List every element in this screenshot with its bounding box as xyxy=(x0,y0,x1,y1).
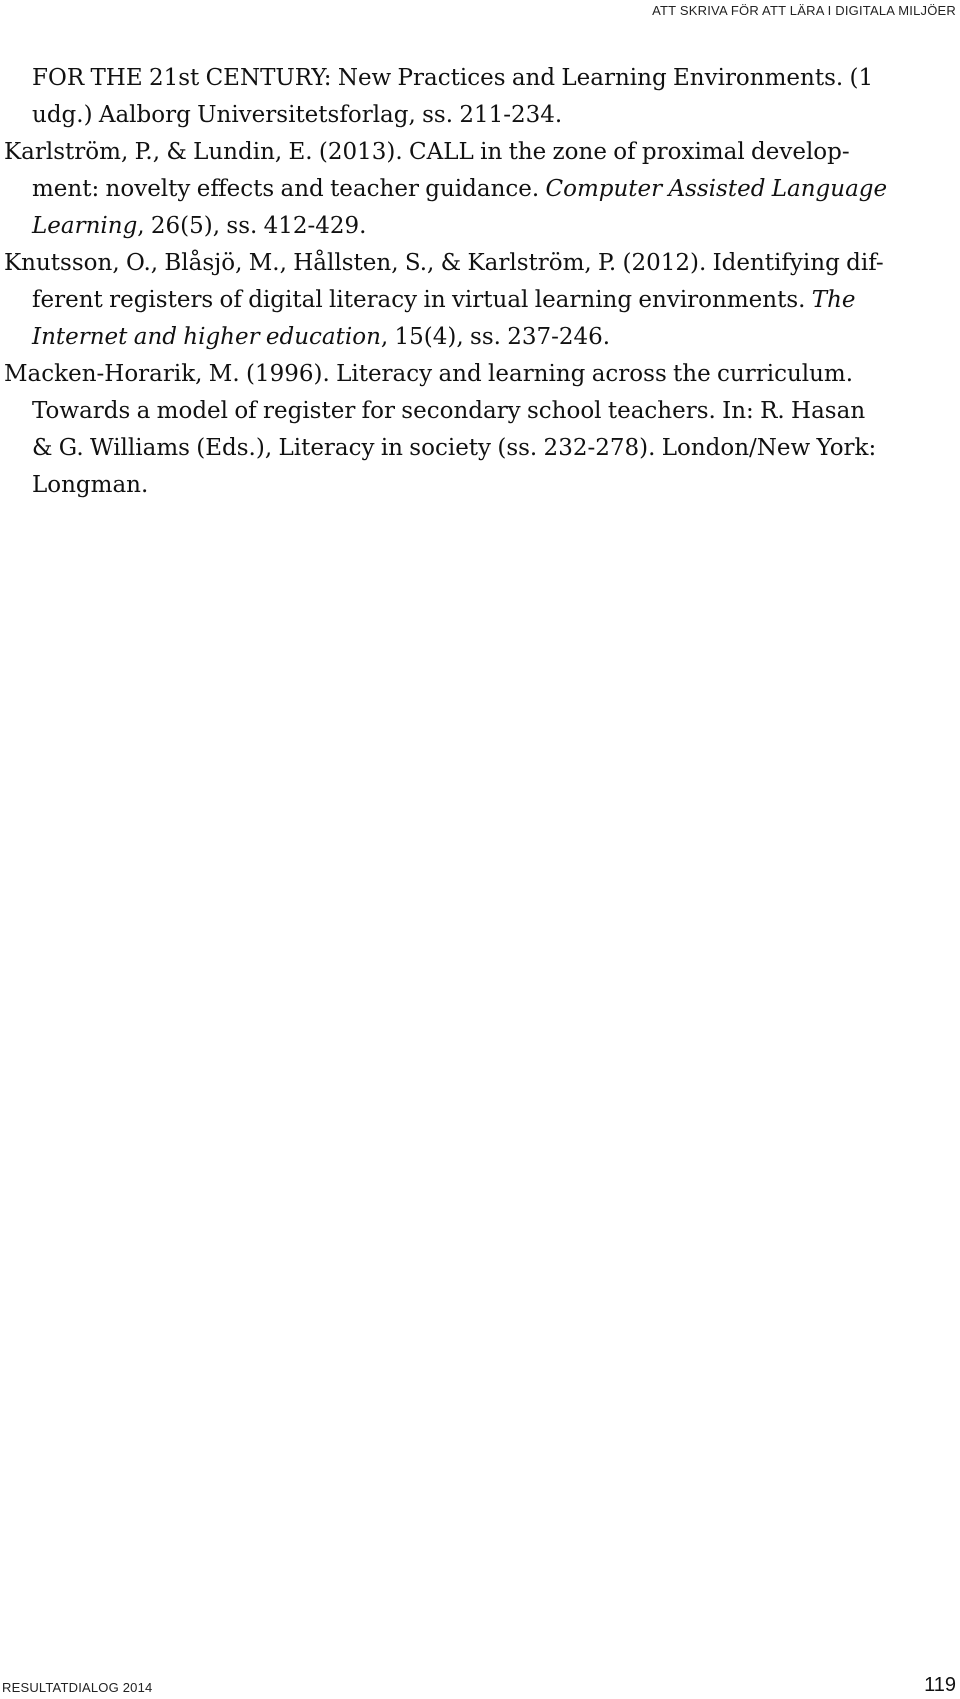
journal-title: The xyxy=(811,287,856,313)
reference-line: Knutsson, O., Blåsjö, M., Hållsten, S., & Karlström, P. (2012). Identifying dif- xyxy=(4,250,884,276)
reference-text: , 15(4), ss. 237-246. xyxy=(380,324,611,350)
reference-line xyxy=(4,282,956,319)
reference-text: ment: novelty effects and teacher guidance. xyxy=(32,176,540,202)
reference-text: , 26(5), ss. 412-429. xyxy=(137,213,367,239)
reference-line xyxy=(4,171,956,208)
reference-text: ferent registers of digital literacy in virtual learning environments. xyxy=(32,287,806,313)
page-number: 119 xyxy=(924,1674,956,1696)
journal-title: Learning xyxy=(32,213,138,239)
running-header: ATT SKRIVA FÖR ATT LÄRA I DIGITALA MILJÖER xyxy=(652,3,956,18)
reference-entry xyxy=(4,134,956,245)
reference-entry xyxy=(4,356,956,504)
reference-entry xyxy=(4,245,956,356)
journal-title: Internet and higher education xyxy=(32,324,381,350)
reference-line: FOR THE 21st CENTURY: New Practices and Learning Environments. (1 xyxy=(32,65,874,91)
reference-list xyxy=(4,60,956,504)
reference-line xyxy=(4,208,956,245)
footer-publication: RESULTATDIALOG 2014 xyxy=(2,1680,153,1695)
reference-line: Longman. xyxy=(32,472,149,498)
journal-title: Computer Assisted Language xyxy=(545,176,888,202)
reference-line: udg.) Aalborg Universitetsforlag, ss. 211-234. xyxy=(32,102,563,128)
reference-line xyxy=(4,319,956,356)
reference-line: & G. Williams (Eds.), Literacy in society (ss. 232-278). London/New York: xyxy=(32,435,877,461)
reference-line: Macken-Horarik, M. (1996). Literacy and learning across the curriculum. xyxy=(4,361,854,387)
reference-line: Karlström, P., & Lundin, E. (2013). CALL in the zone of proximal develop- xyxy=(4,139,850,165)
reference-entry xyxy=(4,60,956,134)
reference-line: Towards a model of register for secondary school teachers. In: R. Hasan xyxy=(32,398,866,424)
